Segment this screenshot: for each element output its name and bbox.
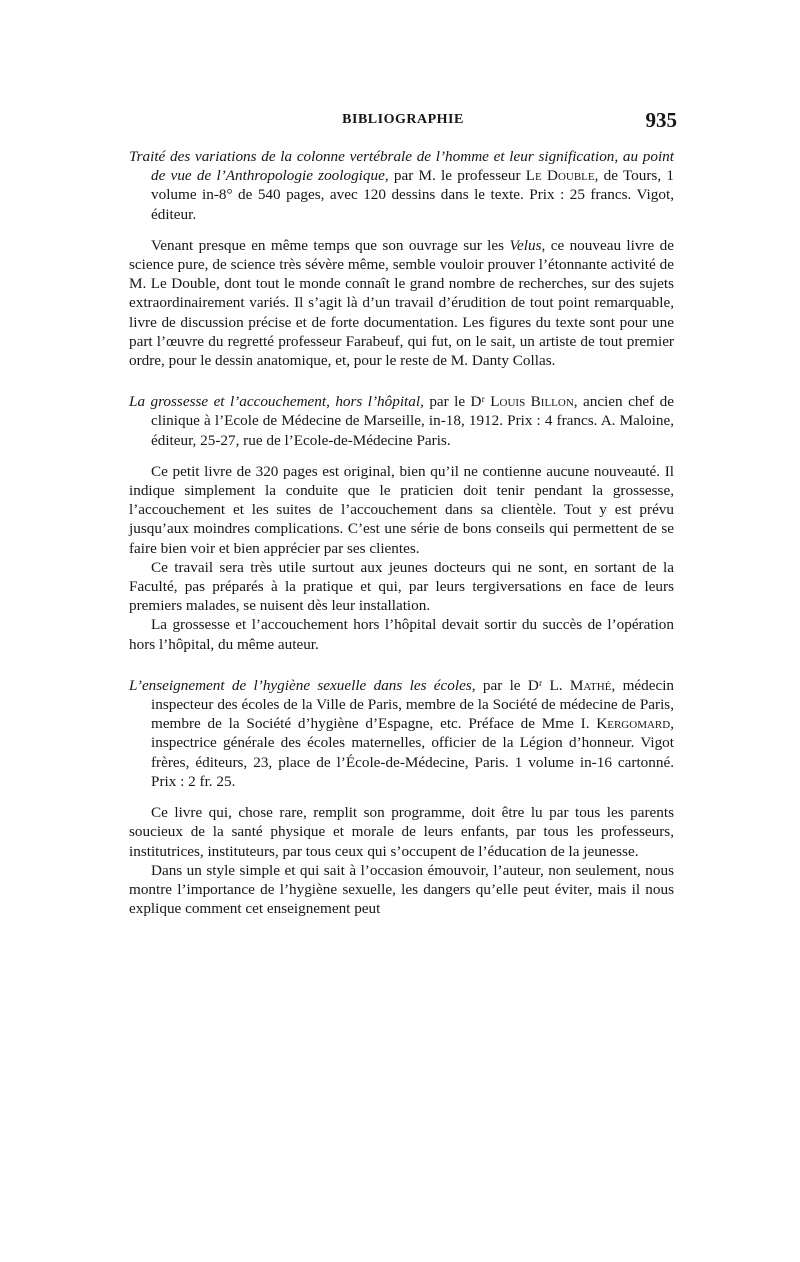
- entry-1-details: , de Tours, 1 volume in-8° de 540 pages, avec 120 dessins dans le texte. Prix : 25 francs. Vigot, éditeur.: [151, 167, 674, 223]
- entry-3-pre-author: par le Dʳ: [475, 676, 550, 694]
- review-2-paragraph-3: La grossesse et l’accouchement hors l’hôpital devait sortir du succès de l’opération hors l’hôpital, du même auteur.: [129, 616, 674, 653]
- running-head: BIBLIOGRAPHIE: [342, 112, 464, 127]
- review-1-text-a: Venant presque en même temps que son ouvrage sur les: [151, 236, 510, 254]
- entry-3-author: L. Mathé: [549, 676, 612, 694]
- page-header: [129, 108, 677, 134]
- review-3-paragraph-1: Ce livre qui, chose rare, remplit son programme, doit être lu par tous les parents soucieux de la santé physique et morale de leurs enfants, par tous les professeurs, institutrices, instituteurs, par tous ceux qui s’occupent de l’éducation de la jeunesse.: [129, 804, 674, 860]
- entry-3-details-b: , inspectrice générale des écoles maternelles, officier de la Légion d’honneur. Vigot frères, éditeurs, 23, place de l’École-de-Médecine, Paris. 1 volume in-16 cartonné. Prix : 2 fr. 25.: [151, 715, 674, 790]
- entry-1-pre-author: par M. le professeur: [388, 167, 526, 185]
- review-1-text-b: , ce nouveau livre de science pure, de science très sévère même, semble vouloir prouver l’étonnante activité de M. Le Double, dont tout le monde connaît le grand nombre de recherches, sur des sujets extraordinairement variés. Il s’agit là d’un travail d’érudition de tout point remarquable, livre de discussion précise et de forte documentation. Les figures du texte sont pour une part l’œuvre du regretté professeur Farabeuf, qui fut, on le sait, un artiste de tout premier ordre, pour le dessin anatomique, et, pour le reste de M. Danty Collas.: [129, 236, 674, 370]
- review-1-paragraph-1: [129, 236, 674, 370]
- entry-2-pre-author: par le Dʳ: [423, 393, 491, 411]
- review-1-italic-title: Velus: [509, 236, 542, 254]
- bibliography-entry-3: [129, 676, 674, 791]
- entry-2-details: , ancien chef de clinique à l’Ecole de Médecine de Marseille, in-18, 1912. Prix : 4 francs. A. Maloine, éditeur, 25-27, rue de l’Ecole-de-Médecine Paris.: [151, 393, 674, 449]
- entry-2-title: La grossesse et l’accouchement, hors l’hôpital,: [129, 393, 424, 411]
- entry-3-details-a: , médecin inspecteur des écoles de la Ville de Paris, membre de la Société de médecine de Paris, membre de la Société d’hygiène d’Espagne, etc. Préface de Mme: [151, 676, 675, 733]
- bibliography-entry-2: [129, 392, 674, 450]
- review-2-paragraph-2: Ce travail sera très utile surtout aux jeunes docteurs qui ne sont, en sortant de la Faculté, pas préparés à la pratique et qui, par leurs tergiversations en face de leurs premiers malades, se nuisent dès leur installation.: [129, 558, 674, 615]
- entry-1-title: Traité des variations de la colonne vertébrale de l’homme et leur signification, au point de vue de l’Anthropologie zoologique,: [129, 148, 674, 185]
- page-number: 935: [645, 108, 677, 132]
- entry-3-title: L’enseignement de l’hygiène sexuelle dans les écoles,: [129, 676, 476, 694]
- entry-1-author: Le Double: [525, 167, 595, 185]
- entry-2-author: Louis Billon: [490, 393, 574, 411]
- review-3-paragraph-2: Dans un style simple et qui sait à l’occasion émouvoir, l’auteur, non seulement, nous montre l’importance de l’hygiène sexuelle, les dangers qu’elle peut éviter, mais il nous explique comment cet enseignement peut: [129, 861, 674, 918]
- entry-3-preface-author: I. Kergomard: [580, 715, 671, 733]
- bibliography-entry-1: [129, 147, 674, 224]
- page-body: [129, 147, 674, 918]
- review-2-paragraph-1: Ce petit livre de 320 pages est original, bien qu’il ne contienne aucune nouveauté. Il indique simplement la conduite que le praticien doit tenir pendant la grossesse, l’accouchement et les suites de l’accouchement dans sa clientèle. Tout y est prévu jusqu’aux moindres complications. C’est une série de bons conseils qui permettent de se faire bien voir et bien apprécier par ses clientes.: [129, 462, 674, 557]
